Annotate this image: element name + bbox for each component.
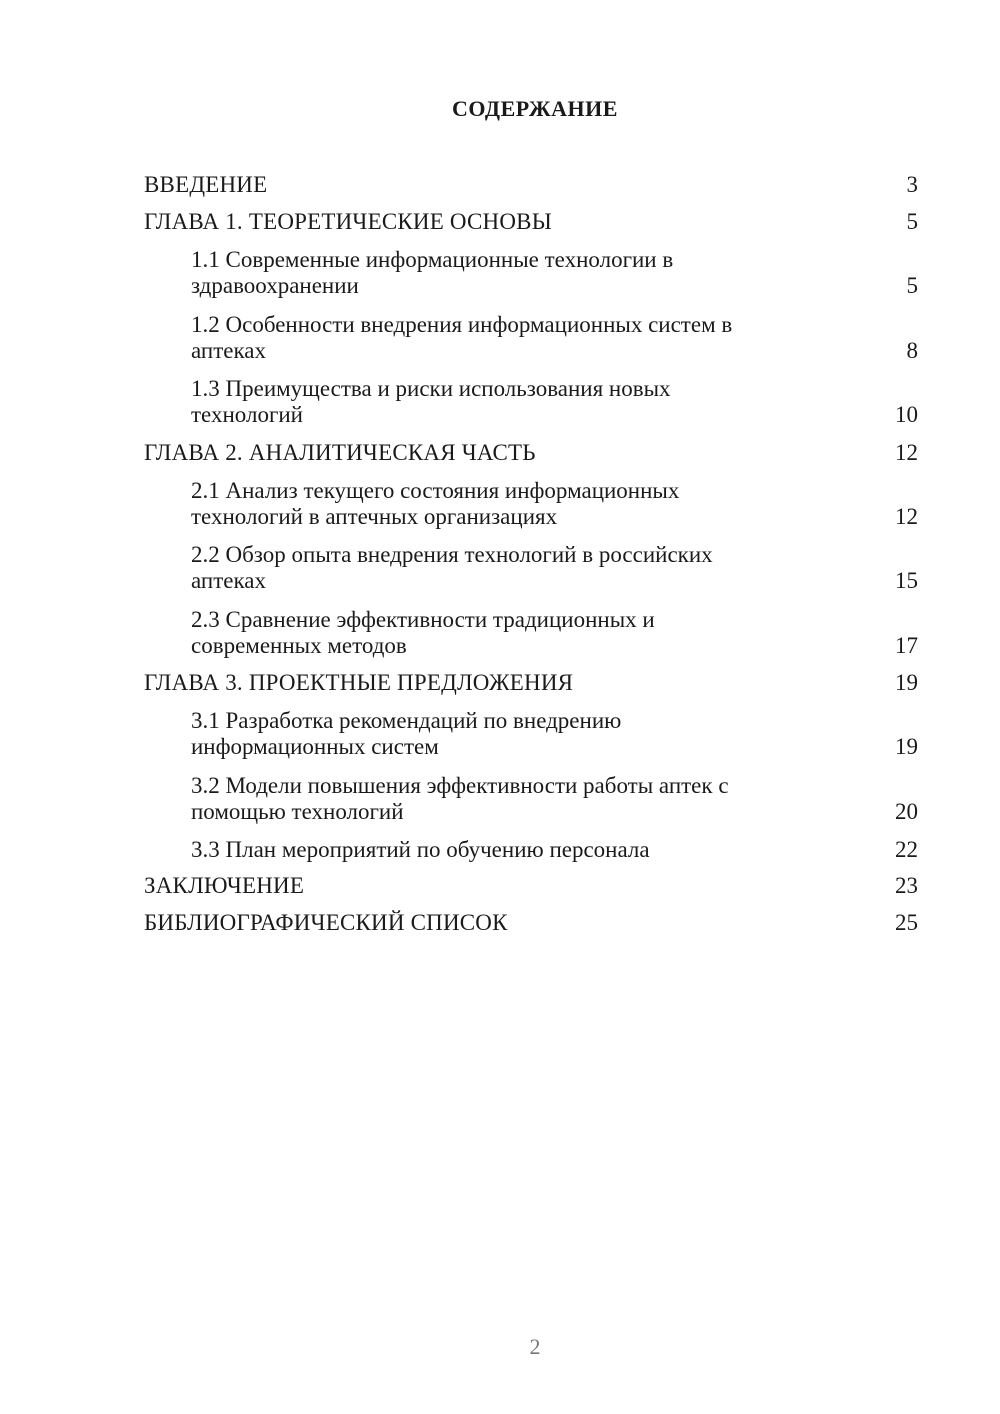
toc-entry-chapter-1	[144, 207, 918, 244]
toc-entry-text: 3.2 Модели повышения эффективности работы аптек с помощью технологий	[191, 772, 729, 824]
toc-entry-page-number: 8	[906, 337, 918, 363]
toc-entry-text: 2.1 Анализ текущего состояния информационных технологий в аптечных организациях	[191, 477, 680, 529]
toc-entry-text: 1.3 Преимущества и риски использования новых технологий	[191, 376, 671, 427]
toc-entry-page-number: 20	[895, 798, 918, 824]
toc-entry-page-number: 19	[895, 670, 918, 695]
toc-entry-page-number: 17	[895, 632, 918, 658]
toc-entry-page-number: 22	[895, 837, 918, 862]
toc-entry-text: 1.2 Особенности внедрения информационных систем в аптеках	[191, 311, 733, 363]
toc-entry-text: БИБЛИОГРАФИЧЕСКИЙ СПИСОК	[144, 910, 508, 935]
toc-entry-introduction	[144, 170, 918, 207]
toc-entry-page-number: 5	[906, 273, 918, 298]
toc-entry-page-number: 23	[895, 873, 918, 898]
toc-entry-chapter-3	[144, 668, 918, 705]
page-title: СОДЕРЖАНИЕ	[452, 96, 618, 121]
toc-entry-text: ГЛАВА 3. ПРОЕКТНЫЕ ПРЕДЛОЖЕНИЯ	[144, 670, 574, 695]
toc-entry-section-1-1	[144, 244, 918, 309]
toc-entry-page-number: 25	[895, 910, 918, 935]
toc-entry-section-3-1	[144, 705, 918, 770]
toc-entry-section-3-2	[144, 770, 918, 835]
toc-entry-text: ВВЕДЕНИЕ	[144, 172, 268, 197]
toc-entry-text: 3.1 Разработка рекомендаций по внедрению информационных систем	[191, 708, 622, 759]
toc-entry-chapter-2	[144, 438, 918, 475]
toc-entry-page-number: 3	[906, 172, 918, 197]
toc-entry-text: 1.1 Современные информационные технологии в здравоохранении	[191, 247, 674, 298]
toc-entry-page-number: 5	[906, 209, 918, 234]
toc-entry-text: 3.3 План мероприятий по обучению персонала	[191, 837, 650, 862]
toc-entry-section-2-2	[144, 539, 918, 604]
toc-entry-page-number: 12	[895, 503, 918, 529]
toc-entry-section-2-1	[144, 475, 918, 540]
toc-entry-page-number: 10	[895, 402, 918, 427]
toc-entry-section-2-3	[144, 604, 918, 669]
toc-entry-text: 2.3 Сравнение эффективности традиционных и современных методов	[191, 606, 655, 658]
toc-entry-text: ГЛАВА 1. ТЕОРЕТИЧЕСКИЕ ОСНОВЫ	[144, 209, 552, 234]
toc-entry-bibliography	[144, 908, 918, 945]
page-footer-number: 2	[529, 1334, 541, 1359]
toc-entry-page-number: 12	[895, 439, 918, 465]
toc-entry-conclusion	[144, 871, 918, 908]
table-of-contents	[144, 170, 918, 945]
toc-entry-page-number: 19	[895, 734, 918, 759]
toc-entry-section-3-3	[144, 834, 918, 871]
toc-entry-section-1-3	[144, 373, 918, 438]
toc-entry-text: ЗАКЛЮЧЕНИЕ	[144, 873, 305, 898]
toc-entry-page-number: 15	[895, 568, 918, 593]
toc-entry-text: 2.2 Обзор опыта внедрения технологий в российских аптеках	[191, 542, 713, 593]
toc-entry-section-1-2	[144, 309, 918, 374]
toc-entry-text: ГЛАВА 2. АНАЛИТИЧЕСКАЯ ЧАСТЬ	[144, 439, 536, 465]
